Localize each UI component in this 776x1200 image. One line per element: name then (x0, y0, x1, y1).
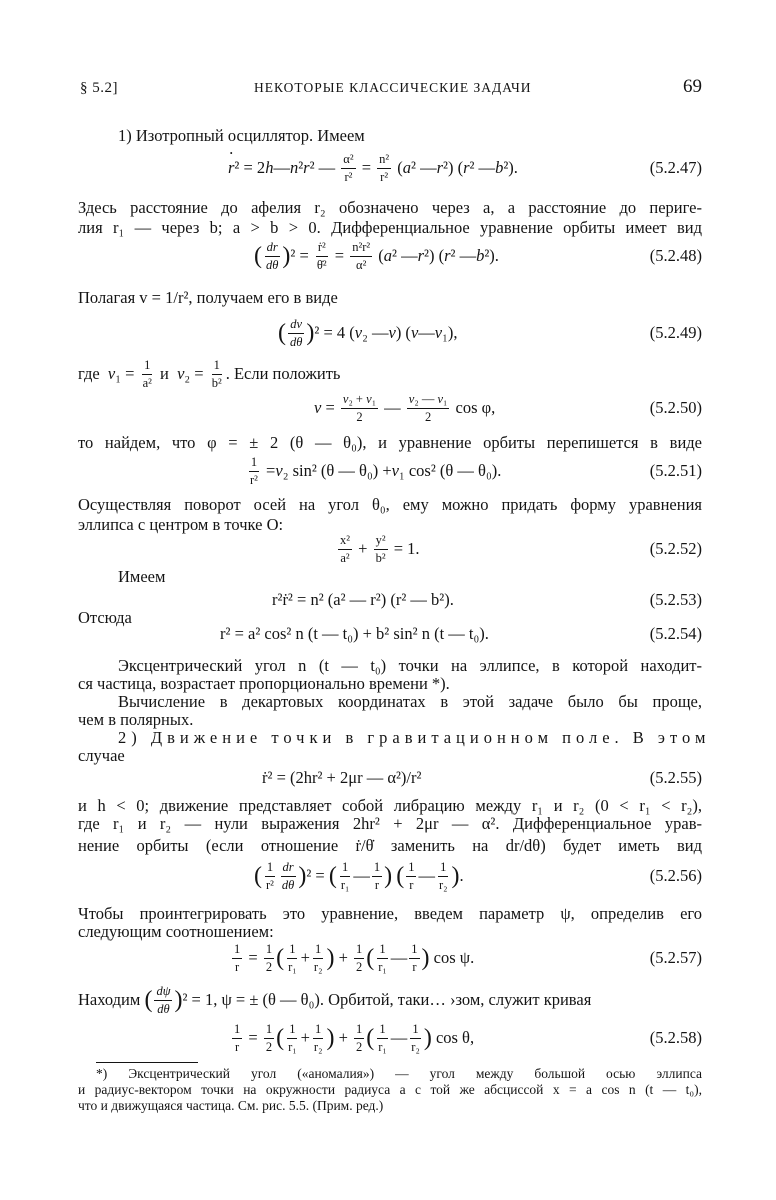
running-title: НЕКОТОРЫЕ КЛАССИЧЕСКИЕ ЗАДАЧИ (254, 80, 532, 95)
equation-5-2-48 (78, 236, 702, 276)
paragraph-line: Чтобы проинтегрировать это уравнение, введем параметр ψ, определив его (78, 904, 702, 923)
equation-number: (5.2.48) (649, 246, 702, 265)
paragraph-line: чем в полярных. (78, 710, 194, 729)
equation-number: (5.2.53) (649, 590, 702, 609)
paragraph-line: ся частица, возрастает пропорционально времени *). (78, 674, 450, 693)
equation-formula: $\frac{1}{\text{r²}}$ = v ₂ sin² (θ — θ₀) + v ₁ cos² (θ — θ₀). (250, 455, 502, 487)
equation-5-2-47 (78, 148, 702, 188)
paragraph-text: . Если положить (225, 364, 341, 383)
equation-number: (5.2.47) (649, 158, 702, 177)
paragraph-line: эллипса с центром в точке O: (78, 515, 284, 534)
paragraph-line: и h < 0; движение представляет собой либрацию между r₁ и r₂ (0 < r₁ < r₂), (78, 796, 702, 815)
equation-formula: r² = a² cos² n (t — t₀) + b² sin² n (t — t₀). (220, 624, 489, 643)
paragraph-line: Эксцентрический угол n (t — t₀) точки на эллипсе, в которой находит- (118, 656, 702, 675)
equation-formula: где v ₁ = $\frac{1}{\text{a²}}$ и v ₂ = $\frac{1}{\text{b²}}$ . Если положить (78, 358, 341, 390)
equation-number: (5.2.51) (649, 461, 702, 480)
equation-5-2-54 (78, 614, 702, 654)
equation-formula: ( $\frac{dv}{d\theta}$ ) ² = 4 ( v ₂ — v ) ( v — v ₁), (278, 317, 458, 349)
equation-formula: r²ṙ² = n² (a² — r²) (r² — b²). (272, 590, 454, 609)
equation-formula: $\frac{1}{r}$ = $\frac{1}{2}$ ( $\frac{1}{\text{r₁}}$ + $\frac{1}{\text{r₂}}$ ) + $\frac{1}{2}$ ( $\frac{1}{\text{r₁}}$ — $\frac{1}{r}$ ) cos ψ. (234, 942, 475, 974)
equation-5-2-58 (78, 1018, 702, 1058)
equation-formula: Находим ( $\frac{d\psi}{d\theta}$ ) ² = 1, ψ = ± (θ — θ₀). Орбитой, таки… ›зом, служит кривая (78, 984, 592, 1016)
equation-5-2-55 (78, 758, 702, 798)
equation-formula: $\frac{1}{r}$ = $\frac{1}{2}$ ( $\frac{1}{\text{r₁}}$ + $\frac{1}{\text{r₂}}$ ) + $\frac{1}{2}$ ( $\frac{1}{\text{r₁}}$ — $\frac{1}{\text{r₂}}$ ) cos θ, (234, 1022, 475, 1054)
page-header (80, 78, 702, 100)
paragraph-text: = 1, ψ = ± (θ — θ₀). Орбитой, таки… ›зом, служит кривая (191, 990, 592, 1009)
equation-formula: ( $\frac{dr}{d\theta}$ ) ² = $\frac{\text{ṙ²}}{\text{θ̇²}}$ = $\frac{\text{n²r²}}{\text{α²}}$ ( a ² — r ²) ( r ² — b ²). (254, 240, 499, 272)
equation-5-2-49 (78, 313, 702, 353)
paragraph-line: Имеем (118, 567, 166, 586)
paragraph-line: Здесь расстояние до афелия r₂ обозначено через a, а расстояние до периге- (78, 198, 702, 217)
equation-5-2-51 (78, 451, 702, 491)
equation-number: (5.2.54) (649, 624, 702, 643)
equation-number: (5.2.56) (649, 866, 702, 885)
footnote-line: и радиус-вектором точки на окружности радиуса a с той же абсциссой x = a cos n (t — t₀), (78, 1082, 702, 1097)
equation-number: (5.2.55) (649, 768, 702, 787)
paragraph-line: случае (78, 746, 125, 765)
paragraph-line: лия r₁ — через b; a > b > 0. Дифференциальное уравнение орбиты имеет вид (78, 218, 702, 237)
paragraph-line: где r₁ и r₂ — нули выражения 2hr² + 2μr — α². Дифференциальное урав- (78, 814, 702, 833)
footnote-line: *) Эксцентрический угол («аномалия») — угол между большой осью эллипса (96, 1066, 702, 1081)
equation-5-2-50 (78, 388, 702, 428)
paragraph-line: нение орбиты (если отношение ṙ/θ̇ заменить на dr/dθ) будет иметь вид (78, 836, 702, 855)
paragraph-line-with-formula (78, 980, 702, 1020)
paragraph-isotropic-oscillator: 1) Изотропный осциллятор. Имеем (118, 126, 365, 145)
page-number: 69 (683, 76, 702, 97)
equation-number: (5.2.57) (649, 948, 702, 967)
equation-5-2-56 (78, 856, 702, 896)
equation-number: (5.2.52) (649, 539, 702, 558)
paragraph-line: Полагая v = 1/r², получаем его в виде (78, 288, 338, 307)
equation-5-2-52 (78, 529, 702, 569)
equation-formula: v = $\frac{\text{v₂ + v₁}}{2}$ — $\frac{\text{v₂ — v₁}}{2}$ cos φ, (314, 392, 496, 424)
equation-5-2-57 (78, 938, 702, 978)
equation-number: (5.2.50) (649, 398, 702, 417)
paragraph-line: следующим соотношением: (78, 922, 274, 941)
equation-number: (5.2.49) (649, 323, 702, 342)
paragraph-line: то найдем, что φ = ± 2 (θ — θ₀), и уравнение орбиты перепишется в виде (78, 433, 702, 452)
equation-number: (5.2.58) (649, 1028, 702, 1047)
footnote-line: что и движущаяся частица. См. рис. 5.5. (Прим. ред.) (78, 1098, 384, 1113)
paragraph-text: где (78, 364, 100, 383)
equation-formula: ( $\frac{1}{\text{r²}}$ $\frac{dr}{d\theta}$ ) ² = ( $\frac{1}{\text{r₁}}$ — $\frac{1}{r}$ ) ( $\frac{1}{r}$ — $\frac{1}{\text{r₂}}$ ) . (254, 860, 464, 892)
equation-formula: • r ² = 2 h — n ² r ² — $\frac{\text{α²}}{\text{r²}}$ = $\frac{\text{n²}}{\text{r²}}$ ( a ² — r ²) ( r ² — b ²). (228, 148, 518, 188)
paragraph-line: Отсюда (78, 608, 132, 627)
equation-formula: $\frac{\text{x²}}{\text{a²}}$ + $\frac{\text{y²}}{\text{b²}}$ = 1. (340, 533, 420, 565)
footnote-rule (96, 1062, 198, 1063)
equation-formula: ṙ² = (2hr² + 2μr — α²)/r² (262, 768, 422, 787)
paragraph-line: Осуществляя поворот осей на угол θ₀, ему можно придать форму уравнения (78, 495, 702, 514)
paragraph-line: Вычисление в декартовых координатах в этой задаче было бы проще, (118, 692, 702, 711)
section-reference: § 5.2] (80, 80, 118, 96)
paragraph-gravitational-field: 2) Движение точки в гравитационном поле. В этом (118, 728, 711, 747)
paragraph-text: Находим (78, 990, 141, 1009)
